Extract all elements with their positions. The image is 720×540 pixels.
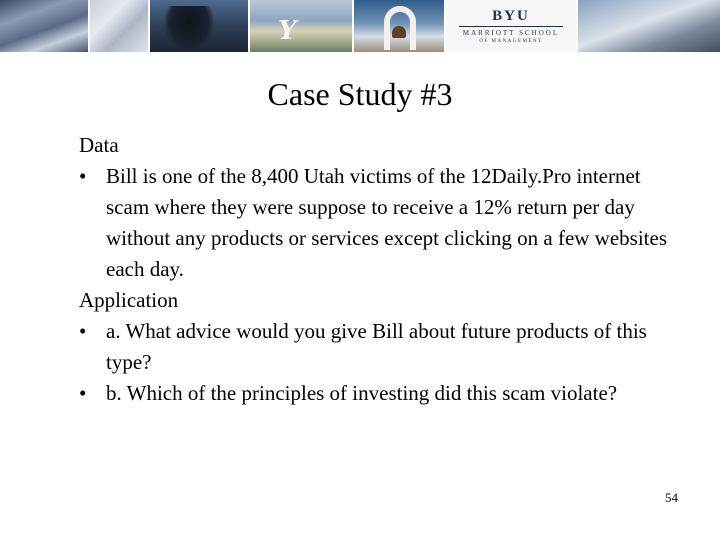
banner-photo-bell-tower — [354, 0, 444, 52]
logo-school-name: MARRIOTT SCHOOL — [462, 28, 560, 37]
banner-photo-tower — [578, 0, 720, 52]
byu-logo-text: BYU — [492, 7, 530, 24]
section-heading-application: Application — [79, 288, 179, 312]
slide-title: Case Study #3 — [267, 76, 453, 112]
page-number: 54 — [665, 490, 678, 505]
bullet-text: b. Which of the principles of investing did this scam violate? — [106, 381, 618, 405]
slide-body — [79, 130, 679, 409]
bullet-icon: • — [79, 381, 87, 405]
section-heading-data: Data — [79, 133, 119, 157]
header-banner — [0, 0, 720, 52]
bullet-item — [79, 316, 679, 378]
bullet-text: Bill is one of the 8,400 Utah victims of the 12Daily.Pro internet scam where they were suppose to receive a 12% return per day without any products or services except clicking on a few websites each day. — [106, 164, 668, 281]
logo-school-subtitle: OF MANAGEMENT — [479, 38, 543, 44]
logo-divider — [459, 26, 563, 27]
byu-marriott-logo — [446, 0, 576, 52]
banner-photo-y-mountain — [250, 0, 352, 52]
bullet-item — [79, 378, 679, 409]
bullet-icon: • — [79, 319, 87, 343]
banner-photo-mountains — [0, 0, 88, 52]
bell-icon — [392, 26, 406, 38]
bullet-icon: • — [79, 164, 87, 188]
bullet-item — [79, 161, 679, 285]
bullet-text: a. What advice would you give Bill about future products of this type? — [106, 319, 647, 374]
banner-photo-building — [90, 0, 148, 52]
banner-photo-statue — [150, 0, 248, 52]
y-mountain-icon: Y — [278, 16, 297, 46]
statue-silhouette — [164, 6, 214, 52]
